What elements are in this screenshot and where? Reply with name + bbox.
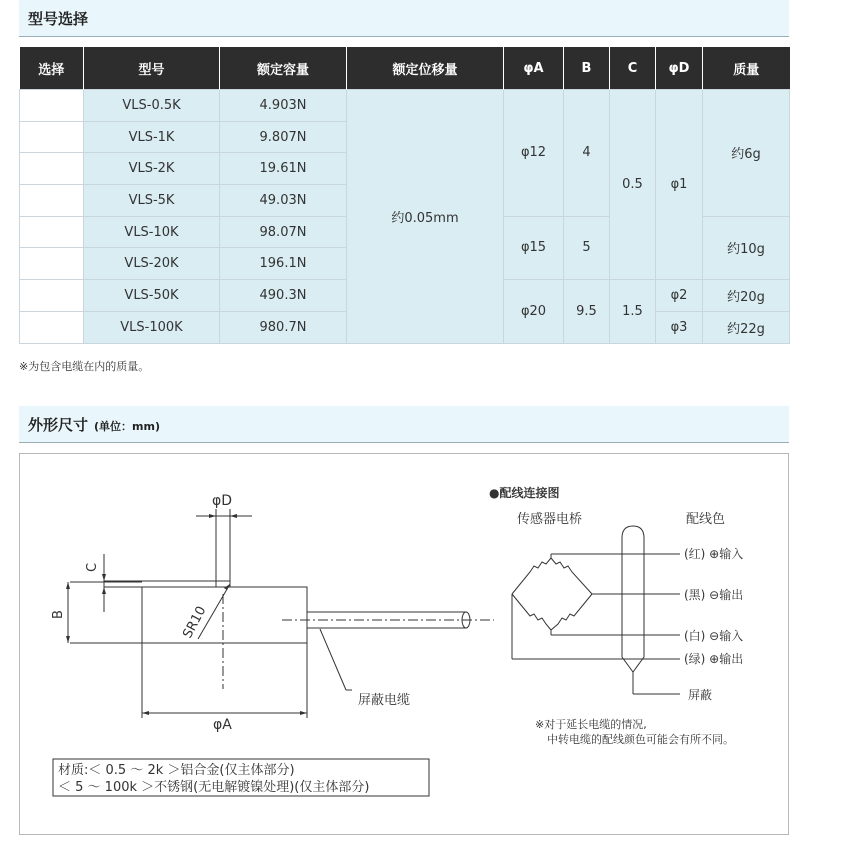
model-cell: VLS-50K: [84, 280, 220, 312]
B-cell: 9.5: [564, 280, 610, 343]
bridge-resistor: [512, 594, 551, 630]
phiD-cell: φ1: [656, 90, 703, 280]
select-cell[interactable]: [20, 311, 84, 343]
dimension-drawing: [20, 454, 788, 834]
select-cell[interactable]: [20, 216, 84, 248]
label-C: C: [85, 562, 100, 572]
cable-outline: [622, 526, 644, 672]
phiA-cell: φ12: [504, 90, 564, 217]
wiring-note-1: ※对于延长电缆的情况,: [535, 718, 647, 731]
capacity-cell: 19.61N: [220, 153, 347, 185]
material-line-1: 材质:＜ 0.5 ～ 2k ＞铝合金(仅主体部分): [58, 763, 295, 778]
model-cell: VLS-10K: [84, 216, 220, 248]
label-SR: SR10: [180, 603, 210, 641]
wiring-title: ●配线连接图: [489, 486, 560, 500]
phiD-cell: φ3: [656, 311, 703, 343]
shield-label: 屏蔽: [688, 688, 713, 702]
dimension-drawing-box: [19, 453, 789, 835]
header-model: 型号: [84, 47, 220, 90]
model-cell: VLS-2K: [84, 153, 220, 185]
capacity-cell: 9.807N: [220, 121, 347, 153]
model-cell: VLS-5K: [84, 185, 220, 217]
C-cell: 1.5: [610, 280, 656, 343]
header-phiA: φA: [504, 47, 564, 90]
table-note: ※为包含电缆在内的质量。: [19, 360, 150, 373]
model-cell: VLS-100K: [84, 311, 220, 343]
sensor-body: [142, 587, 307, 643]
capacity-cell: 4.903N: [220, 90, 347, 122]
header-B: B: [564, 47, 610, 90]
label-phiA: φA: [213, 717, 232, 733]
select-cell[interactable]: [20, 248, 84, 280]
header-displacement: 额定位移量: [347, 47, 504, 90]
section-title-text: 型号选择: [28, 10, 89, 28]
unit-label: (单位：mm): [94, 420, 160, 433]
bridge-label: 传感器电桥: [517, 512, 583, 527]
select-cell[interactable]: [20, 153, 84, 185]
phiA-cell: φ15: [504, 216, 564, 279]
model-cell: VLS-0.5K: [84, 90, 220, 122]
bridge-resistor: [512, 558, 551, 594]
wire-label: (绿) ⊕输出: [684, 652, 744, 666]
capacity-cell: 49.03N: [220, 185, 347, 217]
wiring-note-2: 中转电缆的配线颜色可能会有所不同。: [547, 733, 734, 746]
capacity-cell: 980.7N: [220, 311, 347, 343]
select-cell[interactable]: [20, 121, 84, 153]
select-cell[interactable]: [20, 185, 84, 217]
B-cell: 5: [564, 216, 610, 279]
section-title-model: [19, 0, 789, 37]
section-title-dimensions: [19, 406, 789, 443]
select-cell[interactable]: [20, 90, 84, 122]
header-mass: 质量: [703, 47, 790, 90]
wire-color-label: 配线色: [686, 512, 726, 527]
bridge-resistor: [551, 594, 592, 630]
header-phiD: φD: [656, 47, 703, 90]
label-phiD: φD: [212, 493, 233, 509]
mass-cell: 约22g: [703, 311, 790, 343]
wire-label: (黑) ⊖输出: [684, 588, 744, 602]
wiring-diagram: [512, 526, 680, 694]
mass-cell: 约6g: [703, 90, 790, 217]
label-shield-cable: 屏蔽电缆: [358, 693, 411, 708]
material-line-2: ＜ 5 ～ 100k ＞不锈钢(无电解镀镍处理)(仅主体部分): [58, 780, 370, 795]
section-title-text: 外形尺寸 (单位：mm): [28, 416, 160, 434]
table-row: [20, 90, 790, 122]
capacity-cell: 490.3N: [220, 280, 347, 312]
header-capacity: 额定容量: [220, 47, 347, 90]
capacity-cell: 196.1N: [220, 248, 347, 280]
B-cell: 4: [564, 90, 610, 217]
header-select: 选择: [20, 47, 84, 90]
model-cell: VLS-20K: [84, 248, 220, 280]
C-cell: 0.5: [610, 90, 656, 280]
phiD-cell: φ2: [656, 280, 703, 312]
phiA-cell: φ20: [504, 280, 564, 343]
capacity-cell: 98.07N: [220, 216, 347, 248]
table-header-row: [20, 47, 790, 90]
header-C: C: [610, 47, 656, 90]
cable-leader: [320, 629, 346, 690]
model-cell: VLS-1K: [84, 121, 220, 153]
label-B: B: [51, 610, 66, 619]
displacement-cell: 约0.05mm: [347, 90, 504, 344]
wire-label: (红) ⊕输入: [684, 547, 744, 561]
wire-label: (白) ⊖输入: [684, 629, 744, 643]
mass-cell: 约20g: [703, 280, 790, 312]
bridge-resistor: [551, 558, 592, 594]
mass-cell: 约10g: [703, 216, 790, 279]
model-table: [19, 47, 790, 344]
select-cell[interactable]: [20, 280, 84, 312]
